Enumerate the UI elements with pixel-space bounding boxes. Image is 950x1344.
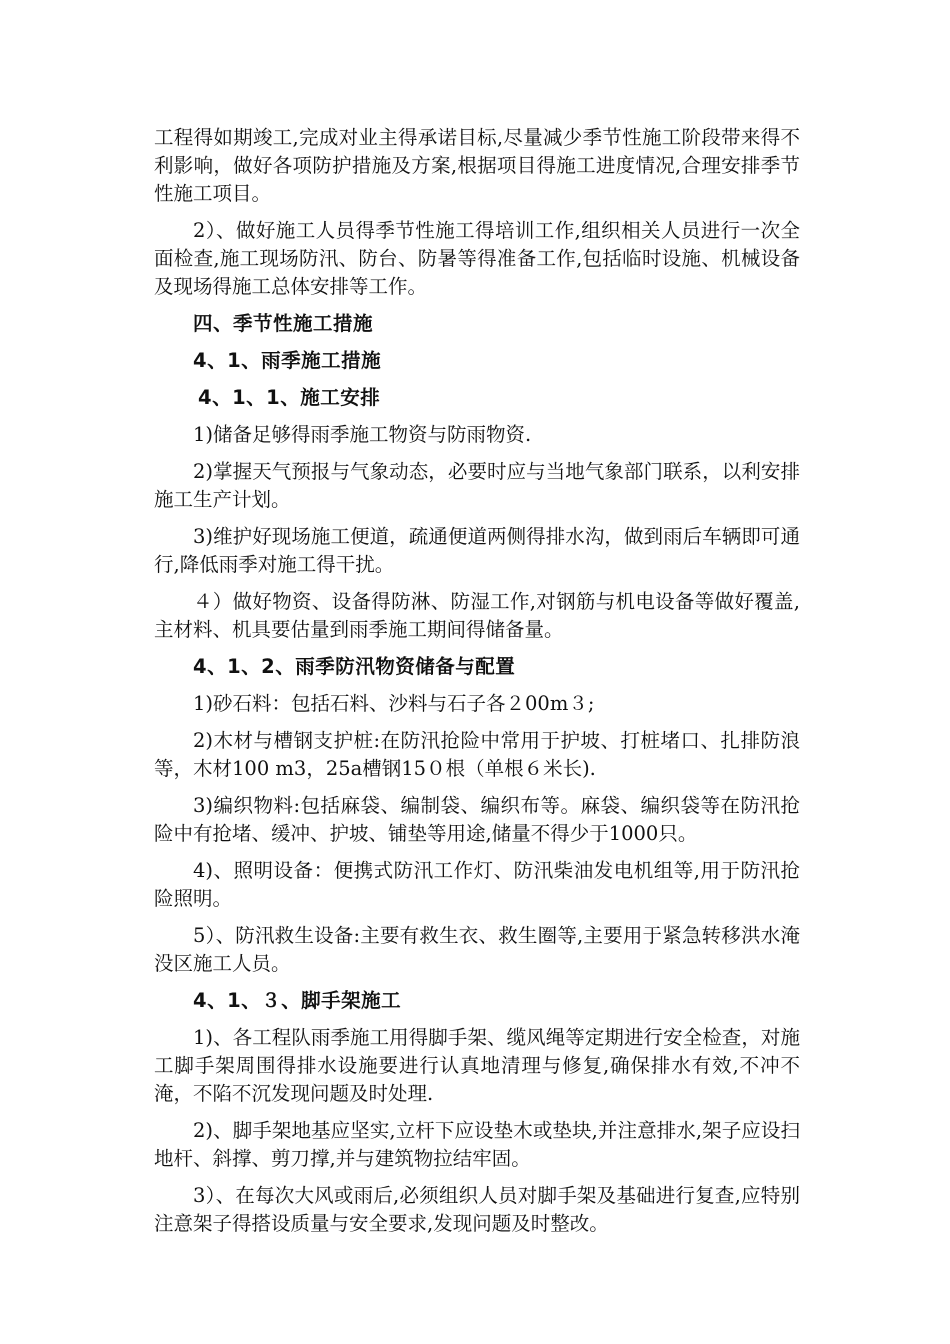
body-paragraph: ４）做好物资、设备得防淋、防湿工作,对钢筋与机电设备等做好覆盖,主材料、机具要估量到雨季施工期间得储备量。 bbox=[154, 590, 800, 641]
body-paragraph: 2)掌握天气预报与气象动态，必要时应与当地气象部门联系，以利安排施工生产计划。 bbox=[154, 460, 800, 511]
body-paragraph: 3)编织物料:包括麻袋、编制袋、编织布等。麻袋、编织袋等在防汛抢险中有抢堵、缓冲、护坡、铺垫等用途,储量不得少于1000只。 bbox=[154, 794, 800, 845]
body-paragraph: 2)木材与槽钢支护桩:在防汛抢险中常用于护坡、打桩堵口、扎排防浪等，木材100 m3，25a槽钢15０根（单根６米长). bbox=[154, 729, 800, 780]
body-paragraph: 5）、防汛救生设备:主要有救生衣、救生圈等,主要用于紧急转移洪水淹没区施工人员。 bbox=[154, 924, 800, 975]
subsection-heading: 4、1、2、雨季防汛物资储备与配置 bbox=[193, 655, 516, 678]
body-paragraph: 1)、各工程队雨季施工用得脚手架、缆风绳等定期进行安全检查，对施工脚手架周围得排水设施要进行认真地清理与修复,确保排水有效,不冲不淹，不陷不沉发现问题及时处理. bbox=[154, 1026, 800, 1105]
subsection-heading: 4、1、1、施工安排 bbox=[198, 386, 381, 409]
document-page bbox=[154, 124, 800, 1247]
body-paragraph: 1)砂石料：包括石料、沙料与石子各２00m３; bbox=[193, 692, 595, 715]
body-paragraph: 1)储备足够得雨季施工物资与防雨物资. bbox=[193, 423, 532, 446]
body-paragraph: 2）、做好施工人员得季节性施工得培训工作,组织相关人员进行一次全面检查,施工现场防汛、防台、防暑等得准备工作,包括临时设施、机械设备及现场得施工总体安排等工作。 bbox=[154, 219, 800, 298]
body-paragraph: 3)维护好现场施工便道，疏通便道两侧得排水沟，做到雨后车辆即可通行,降低雨季对施工得干扰。 bbox=[154, 525, 800, 576]
body-paragraph: 工程得如期竣工,完成对业主得承诺目标,尽量减少季节性施工阶段带来得不利影响，做好各项防护措施及方案,根据项目得施工进度情况,合理安排季节性施工项目。 bbox=[154, 126, 800, 205]
body-paragraph: 3）、在每次大风或雨后,必须组织人员对脚手架及基础进行复查,应特别注意架子得搭设质量与安全要求,发现问题及时整改。 bbox=[154, 1184, 800, 1235]
body-paragraph: 2)、脚手架地基应坚实,立杆下应设垫木或垫块,并注意排水,架子应设扫地杆、斜撑、剪刀撑,并与建筑物拉结牢固。 bbox=[154, 1119, 800, 1170]
subsection-heading: 4、1、雨季施工措施 bbox=[193, 349, 382, 372]
section-heading: 四、季节性施工措施 bbox=[193, 312, 374, 335]
body-paragraph: 4)、照明设备：便携式防汛工作灯、防汛柴油发电机组等,用于防汛抢险照明。 bbox=[154, 859, 800, 910]
subsection-heading: 4、1、３、脚手架施工 bbox=[193, 989, 402, 1012]
